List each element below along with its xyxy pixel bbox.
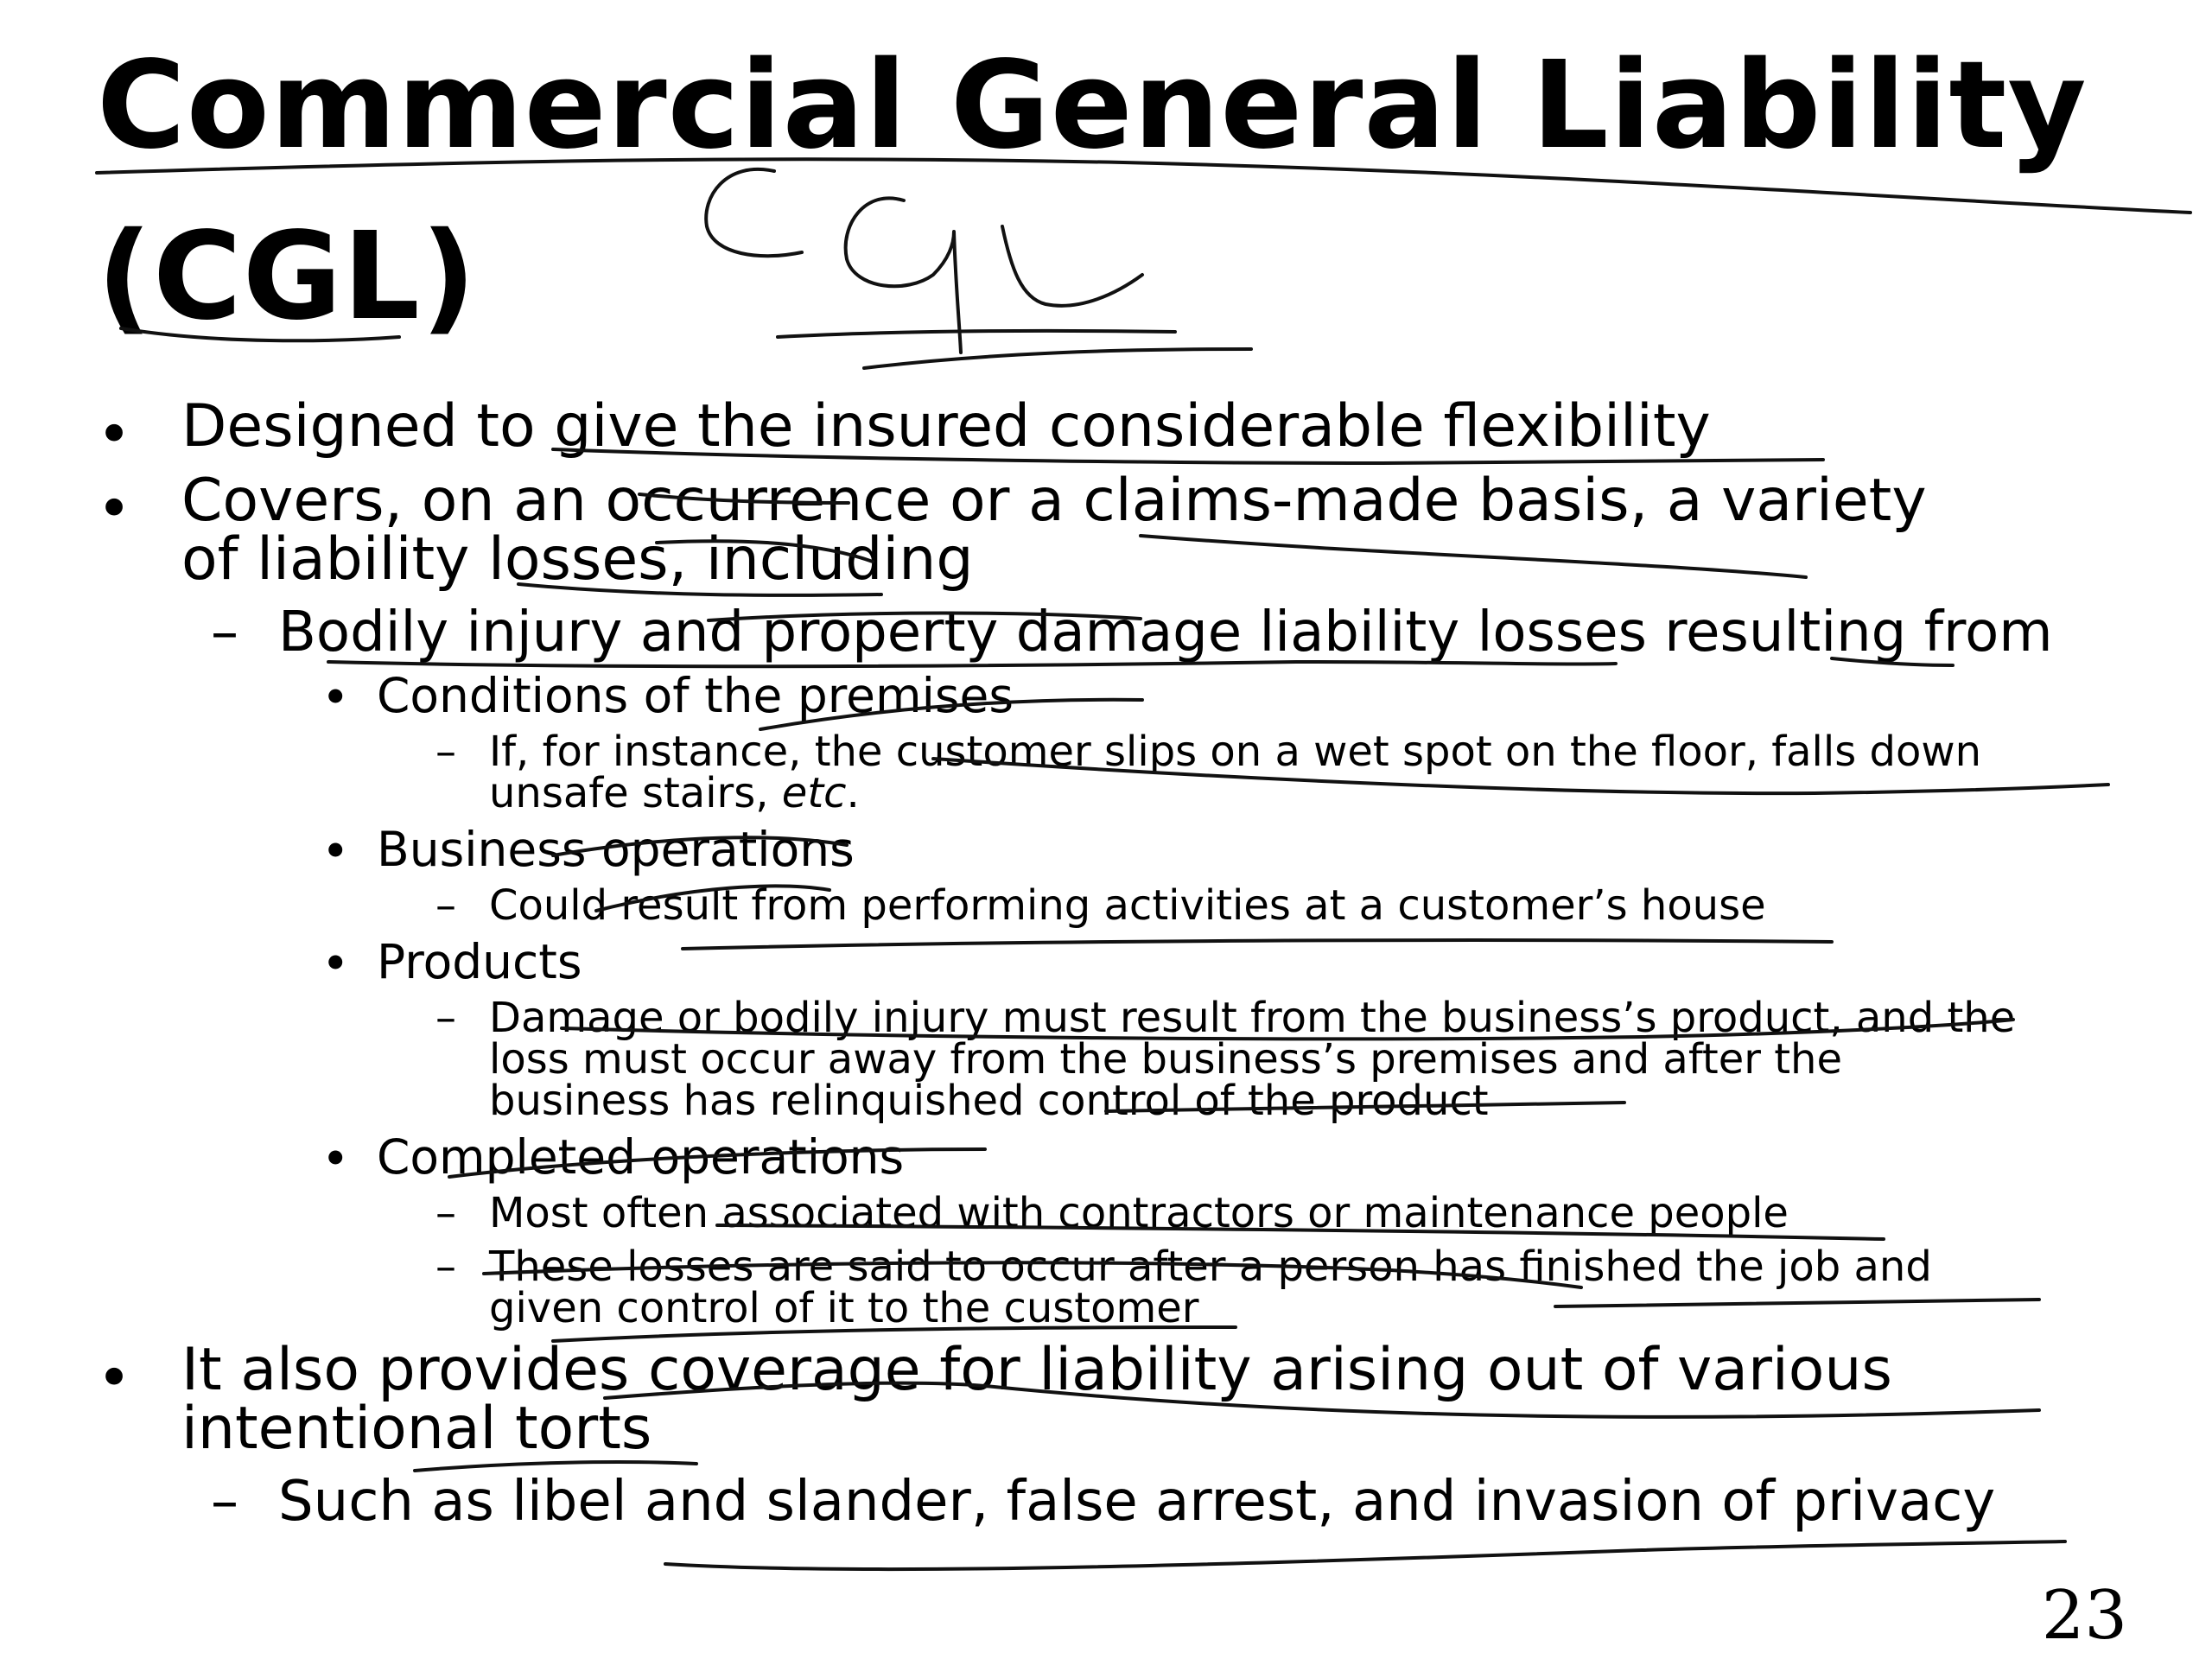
page-number: 23 <box>2041 1577 2127 1655</box>
item-conditions-of-premises: Conditions of the premises <box>377 668 1014 723</box>
detail-products-line-2: loss must occur away from the business’s premises and after the <box>489 1035 1842 1084</box>
ink-underline-claims-made <box>1141 536 1806 577</box>
detail-premises-line-2: unsafe stairs, etc. <box>489 769 860 817</box>
detail-completed-operations-1: Most often associated with contractors or maintenance people <box>489 1189 1789 1237</box>
title-line-1: Commercial General Liability <box>97 35 2088 176</box>
slide-title <box>97 21 2136 363</box>
subitem-libel-slander: Such as libel and slander, false arrest, and invasion of privacy <box>278 1470 1996 1534</box>
detail-products-line-1: Damage or bodily injury must result from the business’s product, and the <box>489 994 2016 1042</box>
ink-underline-finished-job <box>1555 1300 2039 1306</box>
title-line-2: (CGL) <box>97 207 477 347</box>
dash-marker: – <box>211 601 238 664</box>
bullet-marker: • <box>97 475 132 543</box>
dash-marker: – <box>211 1470 238 1534</box>
item-products: Products <box>377 934 582 989</box>
detail-business-operations: Could result from performing activities at a customer’s house <box>489 881 1766 930</box>
bullet-marker: • <box>321 823 350 879</box>
bullet-covers-line-1: Covers, on an occurrence or a claims-made basis, a variety <box>181 467 1927 535</box>
bullet-marker: • <box>321 936 350 991</box>
bullet-marker: • <box>97 401 132 469</box>
dash-marker: – <box>435 1189 456 1237</box>
bullet-marker: • <box>321 1131 350 1186</box>
detail-completed-operations-2-line-2: given control of it to the customer <box>489 1284 1199 1332</box>
bullet-intentional-torts-line-1: It also provides coverage for liability arising out of various <box>181 1336 1892 1404</box>
bullet-covers-line-2: of liability losses, including <box>181 525 974 594</box>
dash-marker: – <box>435 728 456 776</box>
bullet-marker: • <box>97 1344 132 1413</box>
ink-underline-libel-slander <box>665 1541 2065 1569</box>
bullet-flexibility: Designed to give the insured considerable flexibility <box>181 392 1711 461</box>
detail-premises-line-1: If, for instance, the customer slips on a wet spot on the floor, falls down <box>489 728 1981 776</box>
ink-underline-performing-activities <box>683 940 1832 949</box>
dash-marker: – <box>435 881 456 930</box>
item-completed-operations: Completed operations <box>377 1129 905 1185</box>
subitem-bodily-injury: Bodily injury and property damage liability losses resulting from <box>278 601 2053 664</box>
detail-products-line-3: business has relinquished control of the product <box>489 1077 1489 1125</box>
detail-completed-operations-2-line-1: These losses are said to occur after a person has finished the job and <box>489 1243 1932 1291</box>
bullet-intentional-torts-line-2: intentional torts <box>181 1395 652 1463</box>
item-business-operations: Business operations <box>377 822 855 877</box>
bullet-marker: • <box>321 670 350 725</box>
dash-marker: – <box>435 994 456 1042</box>
dash-marker: – <box>435 1243 456 1291</box>
